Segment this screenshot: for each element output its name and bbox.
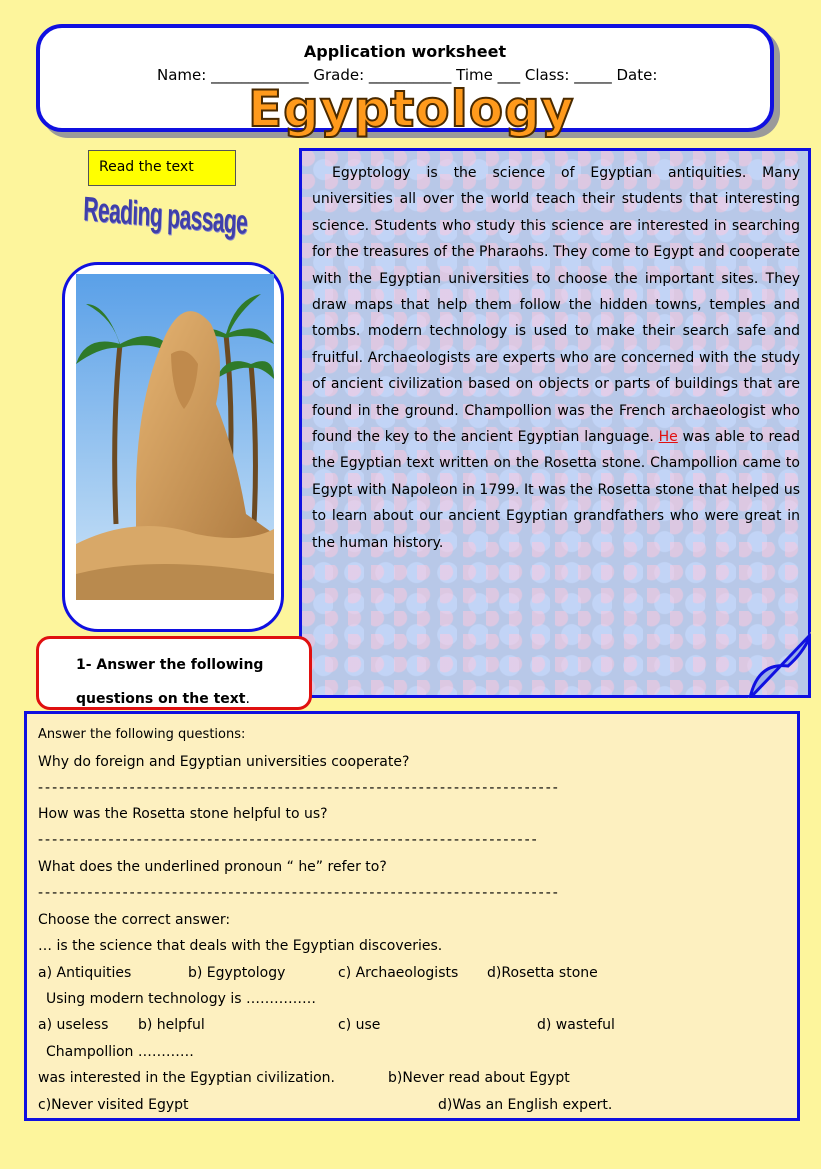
student-info-fields: Name: _____________ Grade: ___________ Time ___ Class: _____ Date: bbox=[157, 66, 658, 84]
reading-passage-heading: Reading passage bbox=[82, 190, 248, 242]
choose-instruction: Choose the correct answer: bbox=[38, 912, 231, 928]
mc3-option-c[interactable]: c)Never visited Egypt bbox=[38, 1097, 189, 1113]
mc3-option-a[interactable]: was interested in the Egyptian civilization. bbox=[38, 1070, 335, 1086]
question-2: How was the Rosetta stone helpful to us? bbox=[38, 806, 328, 822]
answer-line-1[interactable]: -------------------------------------------------------------------------- bbox=[38, 780, 560, 796]
worksheet-title: Application worksheet bbox=[303, 42, 507, 61]
question-label-period: . bbox=[245, 691, 250, 707]
mc1-option-a[interactable]: a) Antiquities bbox=[38, 965, 132, 981]
page-curl-decoration bbox=[748, 632, 811, 698]
question-3: What does the underlined pronoun “ he” refer to? bbox=[38, 859, 387, 875]
mc3-option-b[interactable]: b)Never read about Egypt bbox=[388, 1070, 570, 1086]
underlined-pronoun: He bbox=[658, 429, 678, 446]
mc-question-3: Champollion ………… bbox=[46, 1044, 194, 1060]
sphinx-palm-photo bbox=[76, 274, 274, 600]
reading-passage-text bbox=[312, 160, 800, 556]
mc2-option-a[interactable]: a) useless bbox=[38, 1017, 109, 1033]
mc3-option-d[interactable]: d)Was an English expert. bbox=[438, 1097, 613, 1113]
mc1-option-c[interactable]: c) Archaeologists bbox=[338, 965, 459, 981]
question-label-line2: questions on the text bbox=[76, 691, 246, 707]
read-instruction-label: Read the text bbox=[88, 150, 236, 186]
question-1: Why do foreign and Egyptian universities cooperate? bbox=[38, 754, 410, 770]
mc1-option-d[interactable]: d)Rosetta stone bbox=[487, 965, 598, 981]
passage-part-1: Egyptology is the science of Egyptian antiquities. Many universities all over the world teach their students that interesting science. Students who study this science are interested in searching for the treasures of the Pharaohs. They come to Egypt and cooperate with the Egyptian universities to choose the important sites. They draw maps that help them follow the hidden towns, temples and tombs. modern technology is used to make their search safe and fruitful. Archaeologists are experts who are concerned with the study of ancient civilization based on objects or parts of buildings that are found in the ground. Champollion was the French archaeologist who found the key to the ancient Egyptian language. bbox=[312, 165, 800, 446]
question-label-line1: 1- Answer the following bbox=[76, 657, 264, 673]
mc1-option-b[interactable]: b) Egyptology bbox=[188, 965, 286, 981]
mc-question-2: Using modern technology is …………… bbox=[46, 991, 316, 1007]
answer-line-3[interactable]: -------------------------------------------------------------------------- bbox=[38, 885, 560, 901]
passage-part-2: was able to read the Egyptian text written on the Rosetta stone. Champollion came to Egypt with Napoleon in 1799. It was the Rosetta stone that helped us to learn about our ancient Egyptian grandfathers who were great in the human history. bbox=[312, 429, 800, 551]
mc2-option-c[interactable]: c) use bbox=[338, 1017, 381, 1033]
mc2-option-b[interactable]: b) helpful bbox=[138, 1017, 205, 1033]
mc2-option-d[interactable]: d) wasteful bbox=[537, 1017, 615, 1033]
answers-intro: Answer the following questions: bbox=[38, 727, 246, 742]
answer-line-2[interactable]: ----------------------------------------------------------------------- bbox=[38, 832, 539, 848]
mc-question-1: … is the science that deals with the Egyptian discoveries. bbox=[38, 938, 443, 954]
question-section-label bbox=[76, 648, 296, 716]
page-title: Egyptology bbox=[248, 80, 575, 138]
